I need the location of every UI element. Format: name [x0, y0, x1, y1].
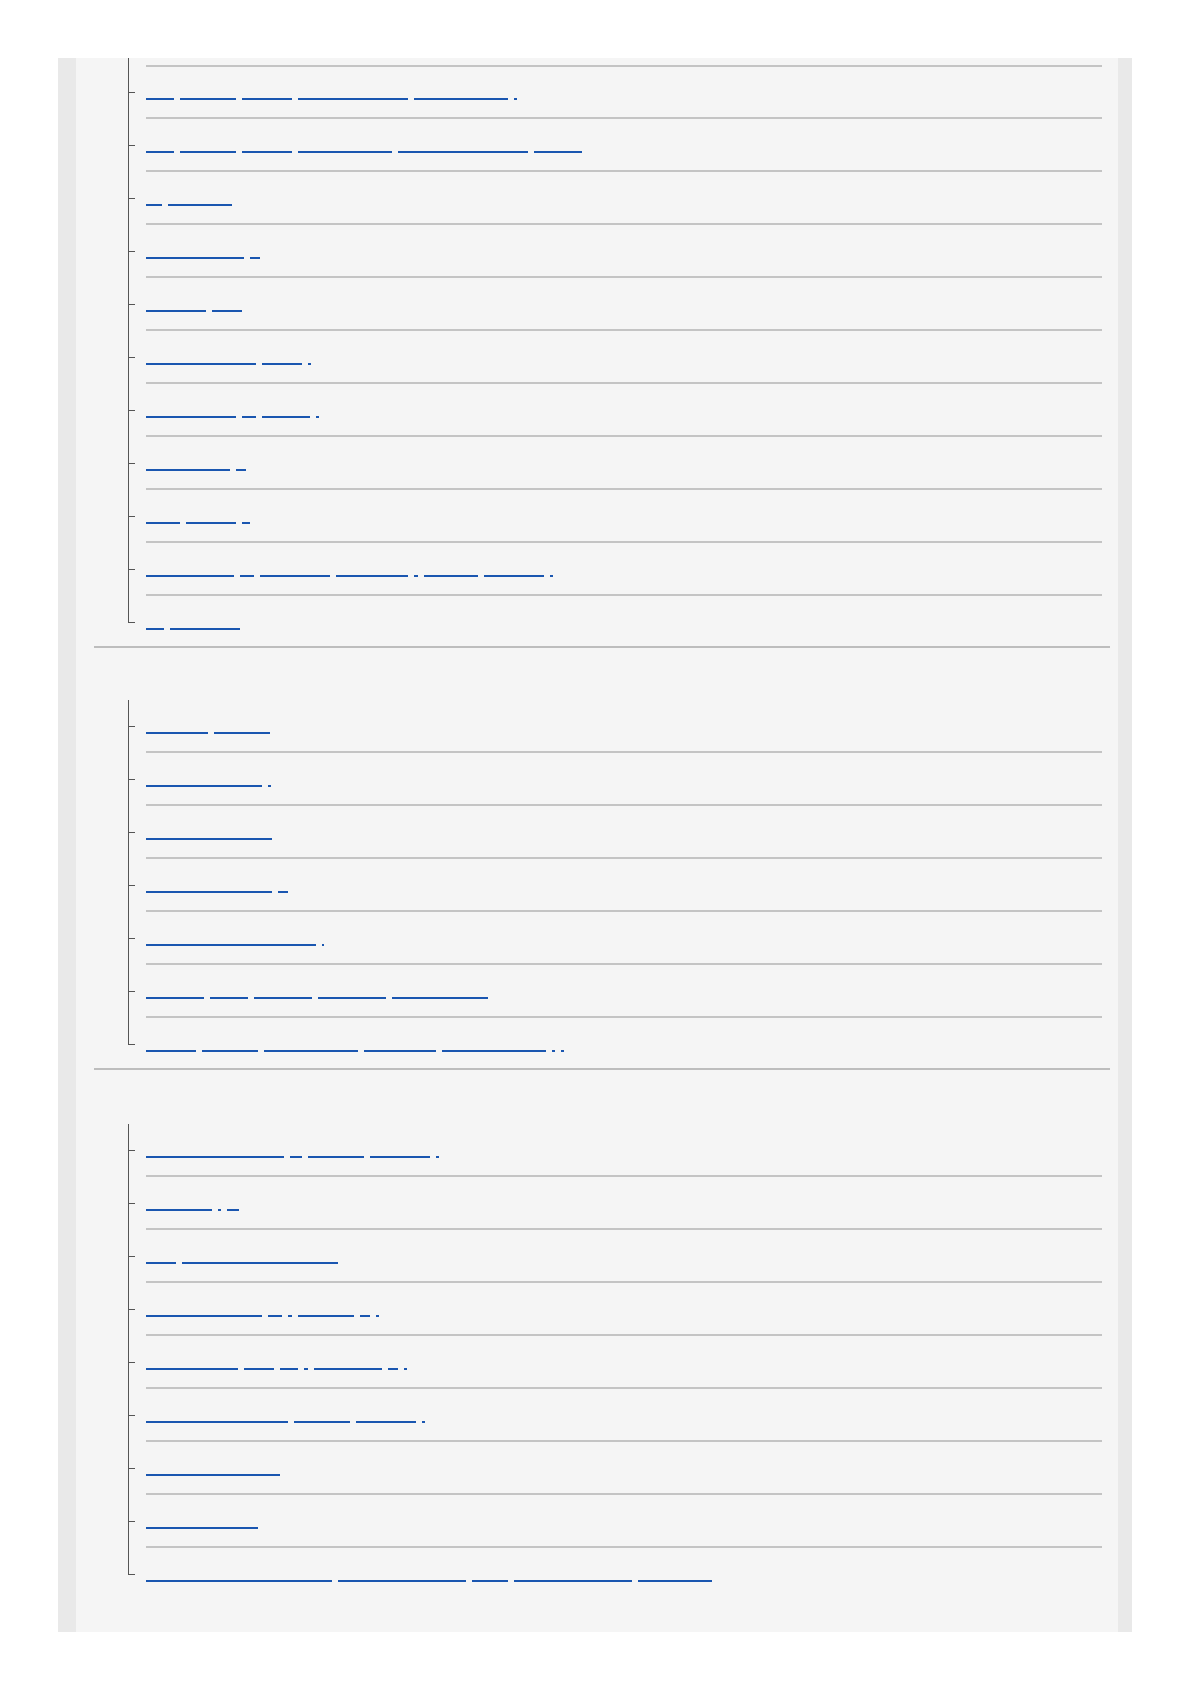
toc-item[interactable] [146, 700, 1102, 753]
tree-connector-line [128, 1124, 129, 1575]
toc-link-label [146, 461, 147, 462]
toc-item[interactable] [146, 753, 1102, 806]
toc-link-label [146, 514, 147, 515]
toc-item[interactable] [146, 172, 1102, 225]
link-underline-segment [356, 1421, 416, 1423]
link-underline-segment [236, 469, 246, 471]
toc-item[interactable] [146, 331, 1102, 384]
toc-item[interactable] [146, 1230, 1102, 1283]
toc-link[interactable] [146, 830, 272, 840]
link-underline-segment [168, 204, 232, 206]
toc-link[interactable] [146, 777, 271, 787]
tree-branch-tick [128, 1362, 135, 1363]
tree-branch-tick [128, 145, 135, 146]
tree-connector-line [128, 58, 129, 623]
link-underline-segment [314, 1368, 382, 1370]
link-underline-segment [414, 98, 508, 100]
toc-link[interactable] [146, 1201, 239, 1211]
link-underline-segment [242, 522, 250, 524]
link-underline-segment [146, 944, 316, 946]
toc-link-label [146, 883, 147, 884]
toc-link[interactable] [146, 408, 319, 418]
link-underline-segment [414, 575, 418, 577]
link-underline-segment [146, 1209, 212, 1211]
toc-link[interactable] [146, 196, 232, 206]
tree-branch-tick [128, 198, 135, 199]
link-underline-segment [202, 1050, 258, 1052]
link-underline-segment [298, 1315, 354, 1317]
toc-item[interactable] [146, 225, 1102, 278]
link-underline-segment [304, 1368, 308, 1370]
link-underline-segment [376, 1315, 379, 1317]
link-underline-segment [290, 1156, 302, 1158]
link-underline-segment [422, 1421, 425, 1423]
toc-item[interactable] [146, 1548, 1102, 1601]
link-underline-segment [146, 1527, 258, 1529]
link-underline-segment [550, 575, 553, 577]
toc-link[interactable] [146, 461, 246, 471]
link-underline-segment [180, 151, 236, 153]
toc-item[interactable] [146, 490, 1102, 543]
tree-branch-tick [128, 1203, 135, 1204]
link-underline-segment [260, 575, 330, 577]
link-underline-segment [264, 1050, 358, 1052]
tree-branch-tick [128, 1044, 135, 1045]
row-divider [146, 65, 1102, 67]
toc-link-label [146, 1572, 147, 1573]
link-underline-segment [146, 151, 174, 153]
link-underline-segment [268, 785, 271, 787]
toc-link[interactable] [146, 936, 324, 946]
toc-link-label [146, 249, 147, 250]
link-underline-segment [404, 1368, 407, 1370]
link-underline-segment [180, 98, 236, 100]
toc-link[interactable] [146, 567, 553, 577]
toc-link-label [146, 196, 147, 197]
link-underline-segment [308, 1156, 364, 1158]
link-underline-segment [442, 1050, 546, 1052]
toc-item[interactable] [146, 806, 1102, 859]
toc-link[interactable] [146, 355, 311, 365]
toc-link[interactable] [146, 143, 582, 153]
link-underline-segment [242, 416, 256, 418]
link-underline-segment [146, 1262, 176, 1264]
link-underline-segment [218, 1209, 221, 1211]
toc-link-label [146, 777, 147, 778]
toc-item[interactable] [146, 1124, 1102, 1177]
link-underline-segment [288, 1315, 292, 1317]
section-separator [94, 1068, 1110, 1070]
toc-link-label [146, 1466, 147, 1467]
link-underline-segment [146, 1050, 196, 1052]
toc-item[interactable] [146, 278, 1102, 331]
link-underline-segment [424, 575, 478, 577]
tree-branch-tick [128, 1415, 135, 1416]
tree-connector-line [128, 700, 129, 1045]
link-underline-segment [388, 1368, 398, 1370]
link-underline-segment [514, 98, 517, 100]
toc-link-label [146, 1519, 147, 1520]
link-underline-segment [170, 628, 240, 630]
toc-link[interactable] [146, 724, 270, 734]
tree-branch-tick [128, 1468, 135, 1469]
tree-branch-tick [128, 622, 135, 623]
tree-branch-tick [128, 1521, 135, 1522]
tree-branch-tick [128, 1256, 135, 1257]
toc-link[interactable] [146, 1466, 280, 1476]
toc-link[interactable] [146, 989, 488, 999]
toc-item[interactable] [146, 1177, 1102, 1230]
link-underline-segment [484, 575, 544, 577]
toc-link-label [146, 302, 147, 303]
toc-item[interactable] [146, 1283, 1102, 1336]
toc-link[interactable] [146, 1307, 379, 1317]
link-underline-segment [242, 98, 292, 100]
tree-branch-tick [128, 304, 135, 305]
link-underline-segment [240, 575, 254, 577]
link-underline-segment [322, 944, 324, 946]
link-underline-segment [242, 151, 292, 153]
toc-item[interactable] [146, 437, 1102, 490]
toc-link[interactable] [146, 883, 288, 893]
link-underline-segment [146, 416, 236, 418]
toc-link-label [146, 989, 147, 990]
tree-branch-tick [128, 357, 135, 358]
toc-link-label [146, 1413, 147, 1414]
link-underline-segment [364, 1050, 436, 1052]
toc-link-label [146, 620, 147, 621]
tree-branch-tick [128, 410, 135, 411]
section-separator [94, 646, 1110, 648]
link-underline-segment [268, 1315, 282, 1317]
link-underline-segment [318, 997, 386, 999]
link-underline-segment [262, 416, 310, 418]
toc-item[interactable] [146, 1336, 1102, 1389]
toc-item[interactable] [146, 596, 1102, 649]
toc-item[interactable] [146, 1018, 1102, 1071]
toc-item[interactable] [146, 66, 1102, 119]
link-underline-segment [146, 363, 256, 365]
link-underline-segment [146, 1315, 262, 1317]
tree-branch-tick [128, 832, 135, 833]
link-underline-segment [338, 1580, 466, 1582]
toc-item[interactable] [146, 1442, 1102, 1495]
tree-branch-tick [128, 463, 135, 464]
link-underline-segment [146, 785, 262, 787]
link-underline-segment [210, 997, 248, 999]
tree-branch-tick [128, 92, 135, 93]
toc-link-label [146, 1254, 147, 1255]
toc-link-label [146, 355, 147, 356]
link-underline-segment [146, 838, 272, 840]
link-underline-segment [146, 1474, 280, 1476]
toc-link-label [146, 936, 147, 937]
link-underline-segment [146, 1421, 288, 1423]
toc-link-label [146, 90, 147, 91]
link-underline-segment [146, 310, 206, 312]
toc-link[interactable] [146, 1254, 338, 1264]
toc-item[interactable] [146, 912, 1102, 965]
tree-branch-tick [128, 885, 135, 886]
link-underline-segment [146, 204, 162, 206]
link-underline-segment [360, 1315, 370, 1317]
link-underline-segment [534, 151, 582, 153]
toc-link[interactable] [146, 1519, 258, 1529]
link-underline-segment [561, 1050, 564, 1052]
tree-branch-tick [128, 991, 135, 992]
link-underline-segment [262, 363, 302, 365]
tree-branch-tick [128, 251, 135, 252]
toc-item[interactable] [146, 859, 1102, 912]
link-underline-segment [254, 997, 312, 999]
toc-link[interactable] [146, 1148, 439, 1158]
toc-link[interactable] [146, 249, 260, 259]
toc-link[interactable] [146, 302, 242, 312]
toc-item[interactable] [146, 1389, 1102, 1442]
toc-link[interactable] [146, 1042, 564, 1052]
toc-link-label [146, 1201, 147, 1202]
toc-link[interactable] [146, 1360, 407, 1370]
toc-link-label [146, 143, 147, 144]
link-underline-segment [146, 732, 208, 734]
link-underline-segment [472, 1580, 508, 1582]
link-underline-segment [278, 891, 288, 893]
link-underline-segment [146, 522, 180, 524]
link-underline-segment [146, 98, 174, 100]
tree-branch-tick [128, 938, 135, 939]
toc-item[interactable] [146, 543, 1102, 596]
tree-branch-tick [128, 726, 135, 727]
toc-link-label [146, 724, 147, 725]
toc-item[interactable] [146, 384, 1102, 437]
link-underline-segment [308, 363, 311, 365]
tree-branch-tick [128, 779, 135, 780]
link-underline-segment [182, 1262, 338, 1264]
toc-link[interactable] [146, 90, 517, 100]
toc-link-label [146, 1360, 147, 1361]
link-underline-segment [336, 575, 408, 577]
toc-link[interactable] [146, 620, 240, 630]
toc-link-label [146, 1307, 147, 1308]
toc-link[interactable] [146, 514, 250, 524]
toc-link-label [146, 1148, 147, 1149]
tree-branch-tick [128, 1309, 135, 1310]
link-underline-segment [146, 1368, 238, 1370]
toc-item[interactable] [146, 119, 1102, 172]
link-underline-segment [186, 522, 236, 524]
link-underline-segment [146, 1580, 332, 1582]
link-underline-segment [370, 1156, 430, 1158]
link-underline-segment [250, 257, 260, 259]
toc-link-label [146, 567, 147, 568]
link-underline-segment [280, 1368, 298, 1370]
toc-item[interactable] [146, 965, 1102, 1018]
link-underline-segment [146, 575, 234, 577]
link-underline-segment [436, 1156, 439, 1158]
link-underline-segment [552, 1050, 555, 1052]
link-underline-segment [214, 732, 270, 734]
link-underline-segment [638, 1580, 712, 1582]
link-underline-segment [294, 1421, 350, 1423]
toc-item[interactable] [146, 1495, 1102, 1548]
toc-link-label [146, 830, 147, 831]
tree-branch-tick [128, 1574, 135, 1575]
link-underline-segment [227, 1209, 239, 1211]
tree-branch-tick [128, 569, 135, 570]
tree-branch-tick [128, 516, 135, 517]
link-underline-segment [316, 416, 319, 418]
link-underline-segment [392, 997, 488, 999]
toc-link-label [146, 1042, 147, 1043]
link-underline-segment [514, 1580, 632, 1582]
link-underline-segment [244, 1368, 274, 1370]
link-underline-segment [146, 257, 244, 259]
link-underline-segment [298, 98, 408, 100]
toc-link[interactable] [146, 1413, 425, 1423]
link-underline-segment [212, 310, 242, 312]
toc-link[interactable] [146, 1572, 712, 1582]
link-underline-segment [146, 469, 230, 471]
link-underline-segment [146, 628, 164, 630]
link-underline-segment [146, 997, 204, 999]
link-underline-segment [146, 1156, 284, 1158]
link-underline-segment [146, 891, 272, 893]
toc-link-label [146, 408, 147, 409]
tree-branch-tick [128, 1150, 135, 1151]
link-underline-segment [398, 151, 528, 153]
link-underline-segment [298, 151, 392, 153]
